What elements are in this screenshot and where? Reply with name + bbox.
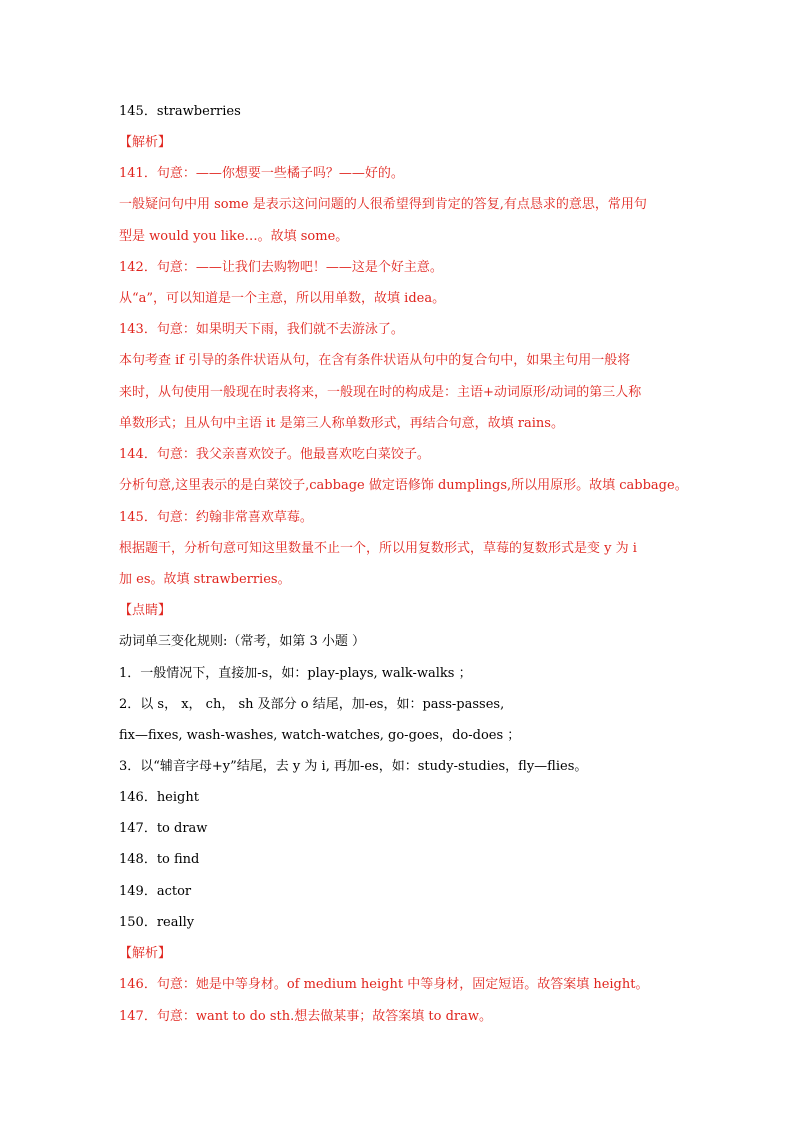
rule-2-examples: fix—fixes, wash-washes, watch-watches, go-goes，do-does ；	[119, 728, 521, 743]
line-143-explanation-1: 本句考查 if 引导的条件状语从句，在含有条件状语从句中的复合句中，如果主句用一般将	[119, 353, 631, 368]
line-142-meaning: 142．句意：——让我们去购物吧！——这是个好主意。	[119, 260, 443, 275]
line-146-meaning: 146．句意：她是中等身材。of medium height 中等身材，固定短语。故答案填 height。	[119, 977, 649, 992]
answer-line-150: 150．really	[119, 915, 195, 930]
answer-line-146: 146．height	[119, 790, 199, 805]
rule-3: 3．以“辅音字母+y”结尾，去 y 为 i, 再加-es，如：study-studies，fly—flies。	[119, 759, 588, 774]
rules-title: 动词单三变化规则:（常考，如第 3 小题 ）	[119, 634, 366, 649]
tips-heading: 【点睛】	[119, 603, 172, 618]
line-141-meaning: 141．句意：——你想要一些橘子吗？——好的。	[119, 166, 404, 181]
answer-line-148: 148．to find	[119, 852, 200, 867]
answer-line-149: 149．actor	[119, 884, 192, 899]
line-145-meaning: 145．句意：约翰非常喜欢草莓。	[119, 510, 313, 525]
answer-line-145: 145．strawberries	[119, 104, 241, 119]
analysis-heading-2: 【解析】	[119, 946, 172, 961]
line-147-meaning: 147．句意：want to do sth.想去做某事；故答案填 to draw。	[119, 1009, 493, 1024]
line-145-explanation-2: 加 es。故填 strawberries。	[119, 572, 291, 587]
line-141-explanation-1: 一般疑问句中用 some 是表示这问问题的人很希望得到肯定的答复,有点恳求的意思，常用句	[119, 197, 647, 212]
line-143-meaning: 143．句意：如果明天下雨，我们就不去游泳了。	[119, 322, 404, 337]
line-143-explanation-3: 单数形式；且从句中主语 it 是第三人称单数形式，再结合句意，故填 rains。	[119, 416, 564, 431]
rule-1: 1．一般情况下，直接加-s，如：play-plays, walk-walks ；	[119, 666, 472, 681]
answer-line-147: 147．to draw	[119, 821, 208, 836]
line-145-explanation-1: 根据题干，分析句意可知这里数量不止一个，所以用复数形式，草莓的复数形式是变 y 为 i	[119, 541, 637, 556]
analysis-heading: 【解析】	[119, 135, 172, 150]
line-144-explanation: 分析句意,这里表示的是白菜饺子,cabbage 做定语修饰 dumplings,所以用原形。故填 cabbage。	[119, 478, 688, 493]
line-141-explanation-2: 型是 would you like…。故填 some。	[119, 229, 349, 244]
line-144-meaning: 144．句意：我父亲喜欢饺子。他最喜欢吃白菜饺子。	[119, 447, 430, 462]
line-142-explanation: 从“a”，可以知道是一个主意，所以用单数，故填 idea。	[119, 291, 446, 306]
line-143-explanation-2: 来时，从句使用一般现在时表将来，一般现在时的构成是：主语+动词原形/动词的第三人称	[119, 385, 642, 400]
rule-2: 2．以 s， x， ch， sh 及部分 o 结尾，加-es，如：pass-passes,	[119, 697, 505, 712]
